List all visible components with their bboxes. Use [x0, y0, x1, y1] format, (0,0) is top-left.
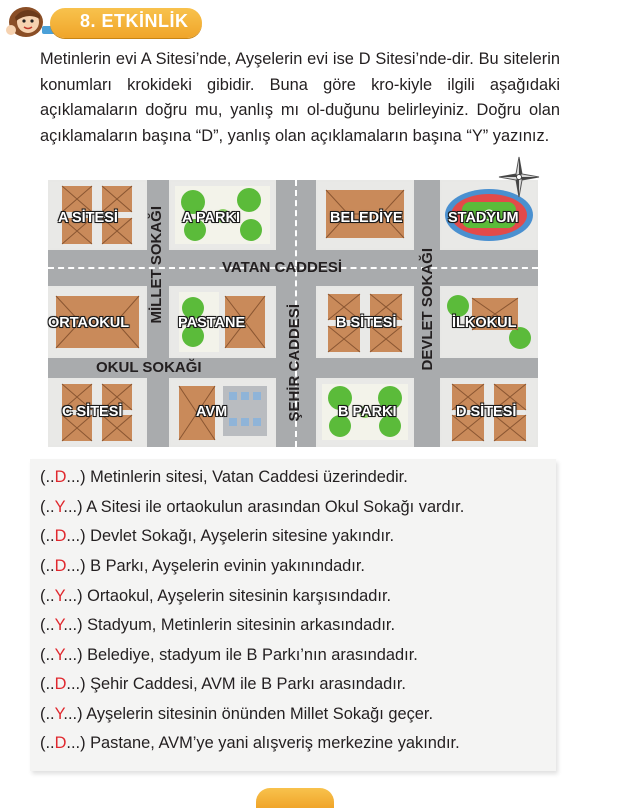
answer-mark[interactable]: Y: [54, 616, 64, 634]
blank-open: (..: [40, 527, 55, 545]
street-sehir-caddesi: ŞEHİR CADDESİ: [286, 304, 303, 422]
label-avm: AVM: [196, 404, 228, 420]
statement-text: A Sitesi ile ortaokulun arasından Okul Sokağı vardır.: [86, 498, 465, 516]
map-sketch: [48, 180, 538, 447]
label-ortaokul: ORTAOKUL: [48, 315, 130, 331]
street-devlet-sokagi: DEVLET SOKAĞI: [419, 248, 436, 371]
statement-text: B Parkı, Ayşelerin evinin yakınındadır.: [90, 557, 365, 575]
blank-close: ...): [66, 468, 86, 486]
statement-row: [40, 468, 408, 492]
blank-close: ...): [63, 646, 83, 664]
statement-row: [40, 646, 418, 670]
statement-row: [40, 557, 365, 581]
blank-open: (..: [40, 675, 55, 693]
label-stadyum: STADYUM: [448, 210, 519, 226]
answer-mark[interactable]: Y: [54, 587, 64, 605]
answer-mark[interactable]: D: [54, 557, 67, 575]
statement-row: [40, 734, 460, 758]
label-b-parki: B PARKI: [338, 404, 397, 420]
label-a-parki: A PARKI: [182, 210, 240, 226]
blank-open: (..: [40, 557, 55, 575]
answer-mark[interactable]: D: [54, 527, 67, 545]
statement-text: Ortaokul, Ayşelerin sitesinin karşısındadır.: [87, 587, 392, 605]
page-bottom-tab: [256, 788, 334, 808]
blank-open: (..: [40, 498, 55, 516]
street-vatan-caddesi: VATAN CADDESİ: [222, 259, 342, 276]
label-belediye: BELEDİYE: [330, 210, 403, 226]
statement-row: [40, 527, 394, 551]
answer-mark[interactable]: Y: [54, 705, 64, 723]
answer-mark[interactable]: Y: [54, 498, 64, 516]
statements-panel: [30, 459, 556, 771]
statement-text: Belediye, stadyum ile B Parkı’nın arasındadır.: [87, 646, 418, 664]
statement-row: [40, 587, 391, 611]
blank-close: ...): [63, 587, 83, 605]
blank-open: (..: [40, 734, 55, 752]
statement-text: Pastane, AVM’ye yani alışveriş merkezine yakındır.: [90, 734, 460, 752]
blank-open: (..: [40, 705, 55, 723]
label-ilkokul: İLKOKUL: [452, 315, 517, 331]
statement-text: Devlet Sokağı, Ayşelerin sitesine yakındır.: [90, 527, 395, 545]
blank-open: (..: [40, 587, 55, 605]
blank-close: ...): [66, 557, 86, 575]
statement-row: [40, 705, 433, 729]
label-a-sitesi: A SİTESİ: [58, 210, 118, 226]
statement-text: Stadyum, Metinlerin sitesinin arkasındadır.: [87, 616, 396, 634]
activity-title: 8. ETKİNLİK: [80, 11, 189, 31]
statement-row: [40, 616, 395, 640]
answer-mark[interactable]: D: [54, 675, 67, 693]
label-c-sitesi: C SİTESİ: [62, 404, 123, 420]
statement-text: Şehir Caddesi, AVM ile B Parkı arasındadır.: [90, 675, 406, 693]
answer-mark[interactable]: D: [54, 734, 67, 752]
blank-open: (..: [40, 646, 55, 664]
label-pastane: PASTANE: [178, 315, 246, 331]
blank-close: ...): [66, 675, 86, 693]
statement-text: Ayşelerin sitesinin önünden Millet Sokağı geçer.: [86, 705, 434, 723]
blank-close: ...): [66, 527, 86, 545]
blank-close: ...): [63, 498, 83, 516]
blank-close: ...): [63, 705, 83, 723]
compass-rose-icon: [498, 156, 540, 198]
intro-paragraph: Metinlerin evi A Sitesi’nde, Ayşelerin evi ise D Sitesi’nde-dir. Bu sitelerin konumları krokideki gibidir. Buna göre kro-kiyle ilgili aşağıdaki açıklamaların doğru mu, yanlış mı ol-duğunu belirleyiniz. Doğru olan açıklamaların başına “D”, yanlış olan açıklamaların başına “Y” yazınız.: [40, 50, 560, 145]
label-d-sitesi: D SİTESİ: [456, 404, 517, 420]
street-okul-sokagi: OKUL SOKAĞI: [96, 359, 202, 376]
blank-close: ...): [63, 616, 83, 634]
statement-row: [40, 675, 406, 699]
blank-open: (..: [40, 468, 55, 486]
label-b-sitesi: B SİTESİ: [336, 315, 397, 331]
statement-text: Metinlerin sitesi, Vatan Caddesi üzerindedir.: [90, 468, 408, 486]
answer-mark[interactable]: D: [54, 468, 67, 486]
answer-mark[interactable]: Y: [54, 646, 64, 664]
blank-open: (..: [40, 616, 55, 634]
street-millet-sokagi: MİLLET SOKAĞI: [148, 206, 165, 324]
blank-close: ...): [66, 734, 86, 752]
statement-row: [40, 498, 464, 522]
